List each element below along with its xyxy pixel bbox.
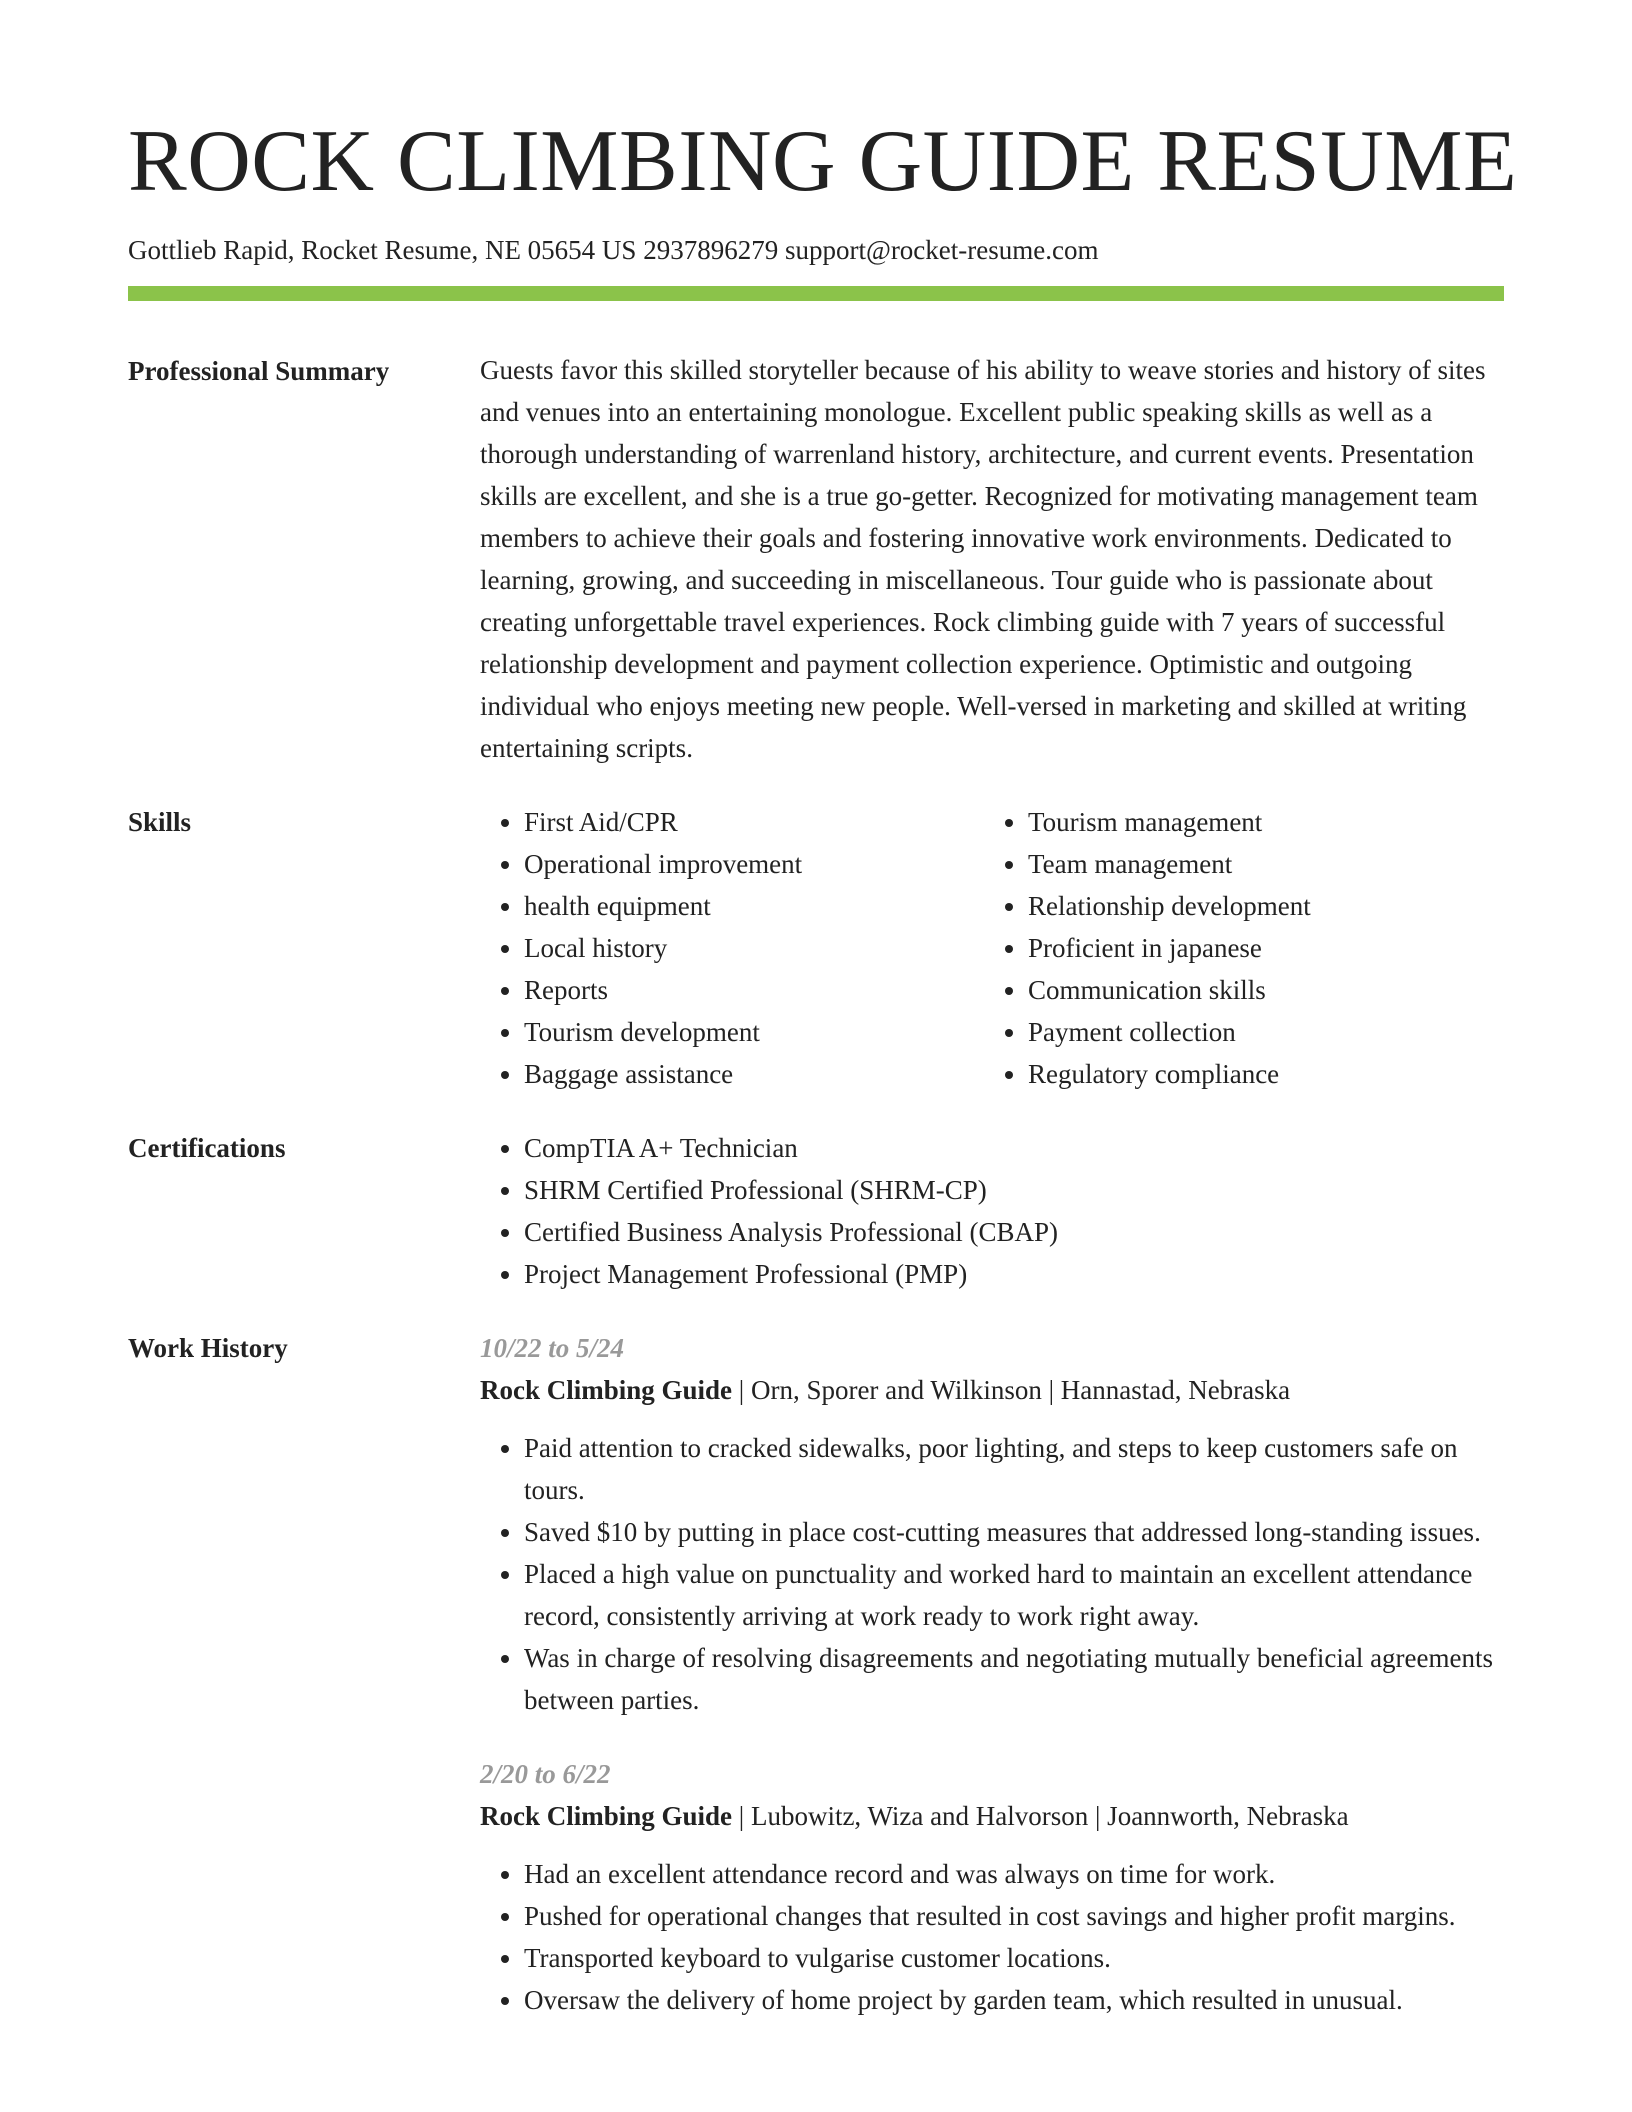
skills-columns [480,801,1504,1095]
resume-title: ROCK CLIMBING GUIDE RESUME [128,113,1518,210]
skill-item: • Relationship development [1028,885,1488,927]
job-bullet: • Was in charge of resolving disagreements and negotiating mutually beneficial agreements between parties. [524,1637,1504,1721]
skills-list-right [984,801,1488,1095]
skills-section [128,801,1504,1095]
certifications-list [480,1127,1504,1295]
skill-item: • Team management [1028,843,1488,885]
job-entry [480,1753,1504,2021]
job-bullet: • Paid attention to cracked sidewalks, poor lighting, and steps to keep customers safe on tours. [524,1427,1504,1511]
resume-sections [128,350,1504,2085]
certifications-section [128,1127,1504,1295]
skill-item: • Reports [524,969,984,1011]
job-title: Rock Climbing Guide [480,1375,733,1405]
skill-item: • Tourism development [524,1011,984,1053]
summary-body [480,350,1504,769]
certification-item: • Certified Business Analysis Professional (CBAP) [524,1211,1504,1253]
skills-body [480,801,1504,1095]
contact-line: Gottlieb Rapid, Rocket Resume, NE 05654 US 2937896279 support@rocket-resume.com [128,235,1099,265]
skill-item: • Tourism management [1028,801,1488,843]
job-bullets [480,1853,1504,2021]
job-bullet: • Had an excellent attendance record and was always on time for work. [524,1853,1504,1895]
skill-item: • First Aid/CPR [524,801,984,843]
job-employer: | Lubowitz, Wiza and Halvorson | Joannworth, Nebraska [732,1801,1349,1831]
job-dates: 10/22 to 5/24 [480,1333,625,1363]
work-history-section [128,1327,1504,2053]
job-entry [480,1327,1504,1721]
work-history-body [480,1327,1504,2053]
summary-label: Professional Summary [128,356,390,386]
work-history-label: Work History [128,1333,288,1363]
summary-section [128,350,1504,769]
job-title: Rock Climbing Guide [480,1801,733,1831]
certifications-body [480,1127,1504,1295]
certification-item: • CompTIA A+ Technician [524,1127,1504,1169]
job-employer: | Orn, Sporer and Wilkinson | Hannastad, Nebraska [732,1375,1291,1405]
skill-item: • Regulatory compliance [1028,1053,1488,1095]
job-heading [480,1369,1504,1411]
skill-item: • Operational improvement [524,843,984,885]
summary-text: Guests favor this skilled storyteller because of his ability to weave stories and history of sites and venues into an entertaining monologue. Excellent public speaking skills as well as a thorough understanding of warrenland history, architecture, and current events. Presentation skills are excellent, and she is a true go-getter. Recognized for motivating management team members to achieve their goals and fostering innovative work environments. Dedicated to learning, growing, and succeeding in miscellaneous. Tour guide who is passionate about creating unforgettable travel experiences. Rock climbing guide with 7 years of successful relationship development and payment collection experience. Optimistic and outgoing individual who enjoys meeting new people. Well-versed in marketing and skilled at writing entertaining scripts. [480,355,1486,763]
certification-item: • Project Management Professional (PMP) [524,1253,1504,1295]
skill-item: • health equipment [524,885,984,927]
skill-item: • Communication skills [1028,969,1488,1011]
skills-list-left [480,801,984,1095]
skill-item: • Proficient in japanese [1028,927,1488,969]
job-bullets [480,1427,1504,1721]
skill-item: • Payment collection [1028,1011,1488,1053]
skill-item: • Baggage assistance [524,1053,984,1095]
skill-item: • Local history [524,927,984,969]
skills-label: Skills [128,807,192,837]
skills-column-left [480,801,984,1095]
header-divider [128,286,1504,301]
job-bullet: • Oversaw the delivery of home project by garden team, which resulted in unusual. [524,1979,1504,2021]
certifications-label: Certifications [128,1133,286,1163]
certification-item: • SHRM Certified Professional (SHRM-CP) [524,1169,1504,1211]
job-bullet: • Placed a high value on punctuality and worked hard to maintain an excellent attendance record, consistently arriving at work ready to work right away. [524,1553,1504,1637]
job-bullet: • Saved $10 by putting in place cost-cutting measures that addressed long-standing issues. [524,1511,1504,1553]
job-bullet: • Transported keyboard to vulgarise customer locations. [524,1937,1504,1979]
job-dates: 2/20 to 6/22 [480,1759,611,1789]
job-bullet: • Pushed for operational changes that resulted in cost savings and higher profit margins. [524,1895,1504,1937]
skills-column-right [984,801,1488,1095]
job-heading [480,1795,1504,1837]
